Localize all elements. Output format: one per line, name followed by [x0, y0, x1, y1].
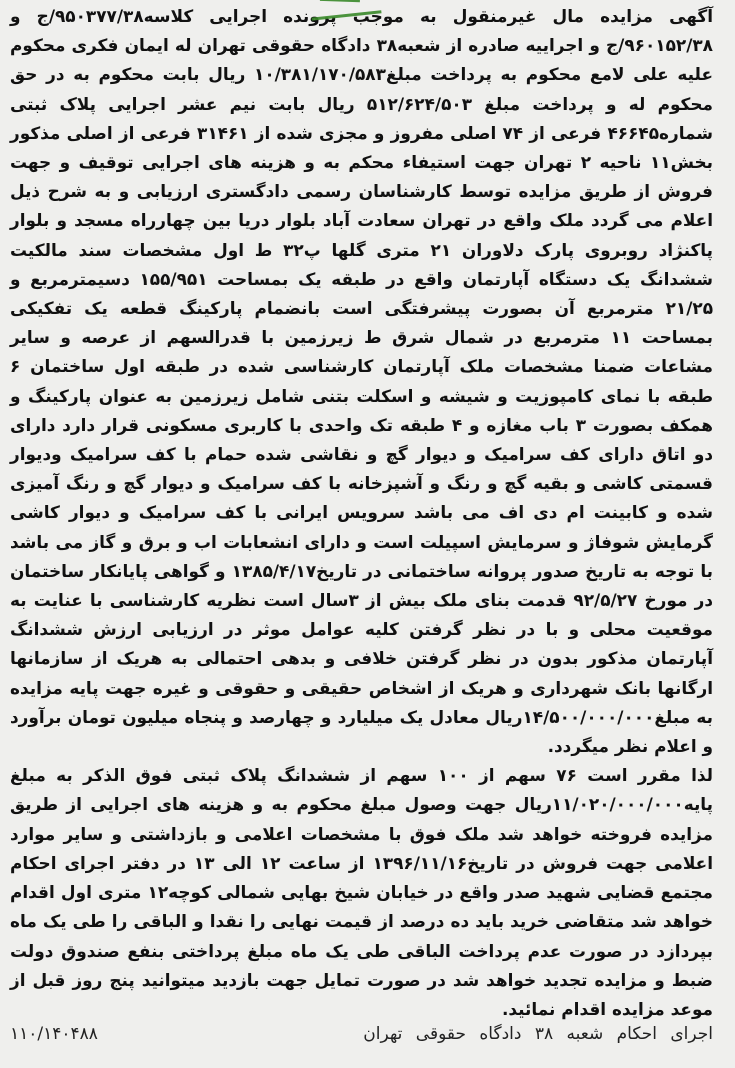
notice-paragraph-1: آگهی مزایده مال غیرمنقول به موجب پرونده اجرایی کلاسه۹۵۰۳۷۷/۳۸/ج و ۹۶۰۱۵۲/۳۸/ج و اجراییه صادره از شعبه۳۸ دادگاه حقوقی تهران له ایمان فکری محکوم علیه علی لامع محکوم به پرداخت مبلغ۱۰/۳۸۱/۱۷۰/۵۸۳ ریال بابت محکوم به در حق محکوم له و پرداخت مبلغ ۵۱۲/۶۲۴/۵۰۳ ریال بابت نیم عشر اجرایی پلاک ثبتی شماره۴۶۶۴۵ فرعی از ۷۴ اصلی مفروز و مجزی شده از ۳۱۴۶۱ فرعی از اصلی مذکور بخش۱۱ ناحیه ۲ تهران جهت استیفاء محکم به و هزینه های اجرایی توقیف و جهت فروش از طریق مزایده توسط کارشناسان رسمی دادگستری ارزیابی و به شرح ذیل اعلام می گردد ملک واقع در تهران سعادت آباد بلوار دریا بین چهارراه مسجد و بلوار پاکنژاد روبروی پارک دلاوران ۲۱ متری گلها پ۳۲ ط اول مشخصات سند مالکیت ششدانگ یک دستگاه آپارتمان واقع در طبقه یک بمساحت ۱۵۵/۹۵۱ دسیمترمربع و ۲۱/۲۵ مترمربع آن بصورت پیشرفتگی است بانضمام پارکینگ قطعه یک تفکیکی بمساحت ۱۱ مترمربع در شمال شرق ط زیرزمین با قدرالسهم از عرصه و سایر مشاعات ضمنا مشخصات ملک آپارتمان کارشناسی شده در طبقه اول ساختمان ۶ طبقه با نمای کامپوزیت و شیشه و اسکلت بتنی شامل زیرزمین به عنوان پارکینگ و همکف بصورت ۳ باب مغازه و ۴ طبقه تک واحدی با کاربری مسکونی قرار دارد دارای دو اتاق دارای کف سرامیک و دیوار گچ و نقاشی شده حمام با کف سرامیک ودیوار قسمتی کاشی و بقیه گچ و رنگ و آشپزخانه با کف سرامیک و دیوار گچ و رنگ آمیزی شده و کابینت ام دی اف می باشد سرویس ایرانی با کف سرامیک و دیوار کاشی گرمایش شوفاژ و سرمایش اسپیلت است و دارای انشعابات اب و برق و گاز می باشد با توجه به تاریخ صدور پروانه ساختمانی در تاریخ۱۳۸۵/۴/۱۷ و گواهی پایانکار ساختمان در مورخ ۹۲/۵/۲۷ قدمت بنای ملک بیش از ۳سال است نظریه کارشناسی با عنایت به موقعیت محلی و با در نظر گرفتن کلیه عوامل موثر در ارزیابی ارزش ششدانگ آپارتمان مذکور بدون در نظر گرفتن خلافی و بدهی احتمالی به هریک از سازمانها ارگانها بانک شهرداری و هریک از اشخاص حقیقی و حقوقی و غیره جهت پایه مزایده به مبلغ۱۴/۵۰۰/۰۰۰/۰۰۰ریال معادل یک میلیارد و چهارصد و پنجاه میلیون تومان برآورد و اعلام نظر میگردد. [10, 6, 713, 757]
issuer-name: اجرای احکام شعبه ۳۸ دادگاه حقوقی تهران [363, 1024, 713, 1044]
notice-paragraph-2: لذا مقرر است ۷۶ سهم از ۱۰۰ سهم از ششدانگ پلاک ثبتی فوق الذکر به مبلغ پایه۱۱/۰۲۰/۰۰۰/۰۰۰ریال جهت وصول مبلغ محکوم به و هزینه های اجرایی از طریق مزایده فروخته خواهد شد ملک فوق با مشخصات اعلامی و بازداشتی و سایر موارد اعلامی جهت فروش در تاریخ۱۳۹۶/۱۱/۱۶ از ساعت ۱۲ الی ۱۳ در دفتر اجرای احکام مجتمع قضایی شهید صدر واقع در خیابان شیخ بهایی شمالی کوچه۱۲ متری اول اقدام خواهد شد متقاضی خرید باید ده درصد از قیمت نهایی را نقدا و الباقی را طی یک ماه بپردازد در صورت عدم پرداخت الباقی طی یک ماه مبلغ پرداختی بنفع صندوق دولت ضبط و مزایده تجدید خواهد شد در صورت تمایل جهت بازدید میتوانید پنج روز قبل از موعد مزایده اقدام نمائید. [10, 765, 713, 1019]
notice-code: ۱۱۰/۱۴۰۴۸۸ [10, 1024, 98, 1044]
notice-footer [10, 1018, 713, 1050]
